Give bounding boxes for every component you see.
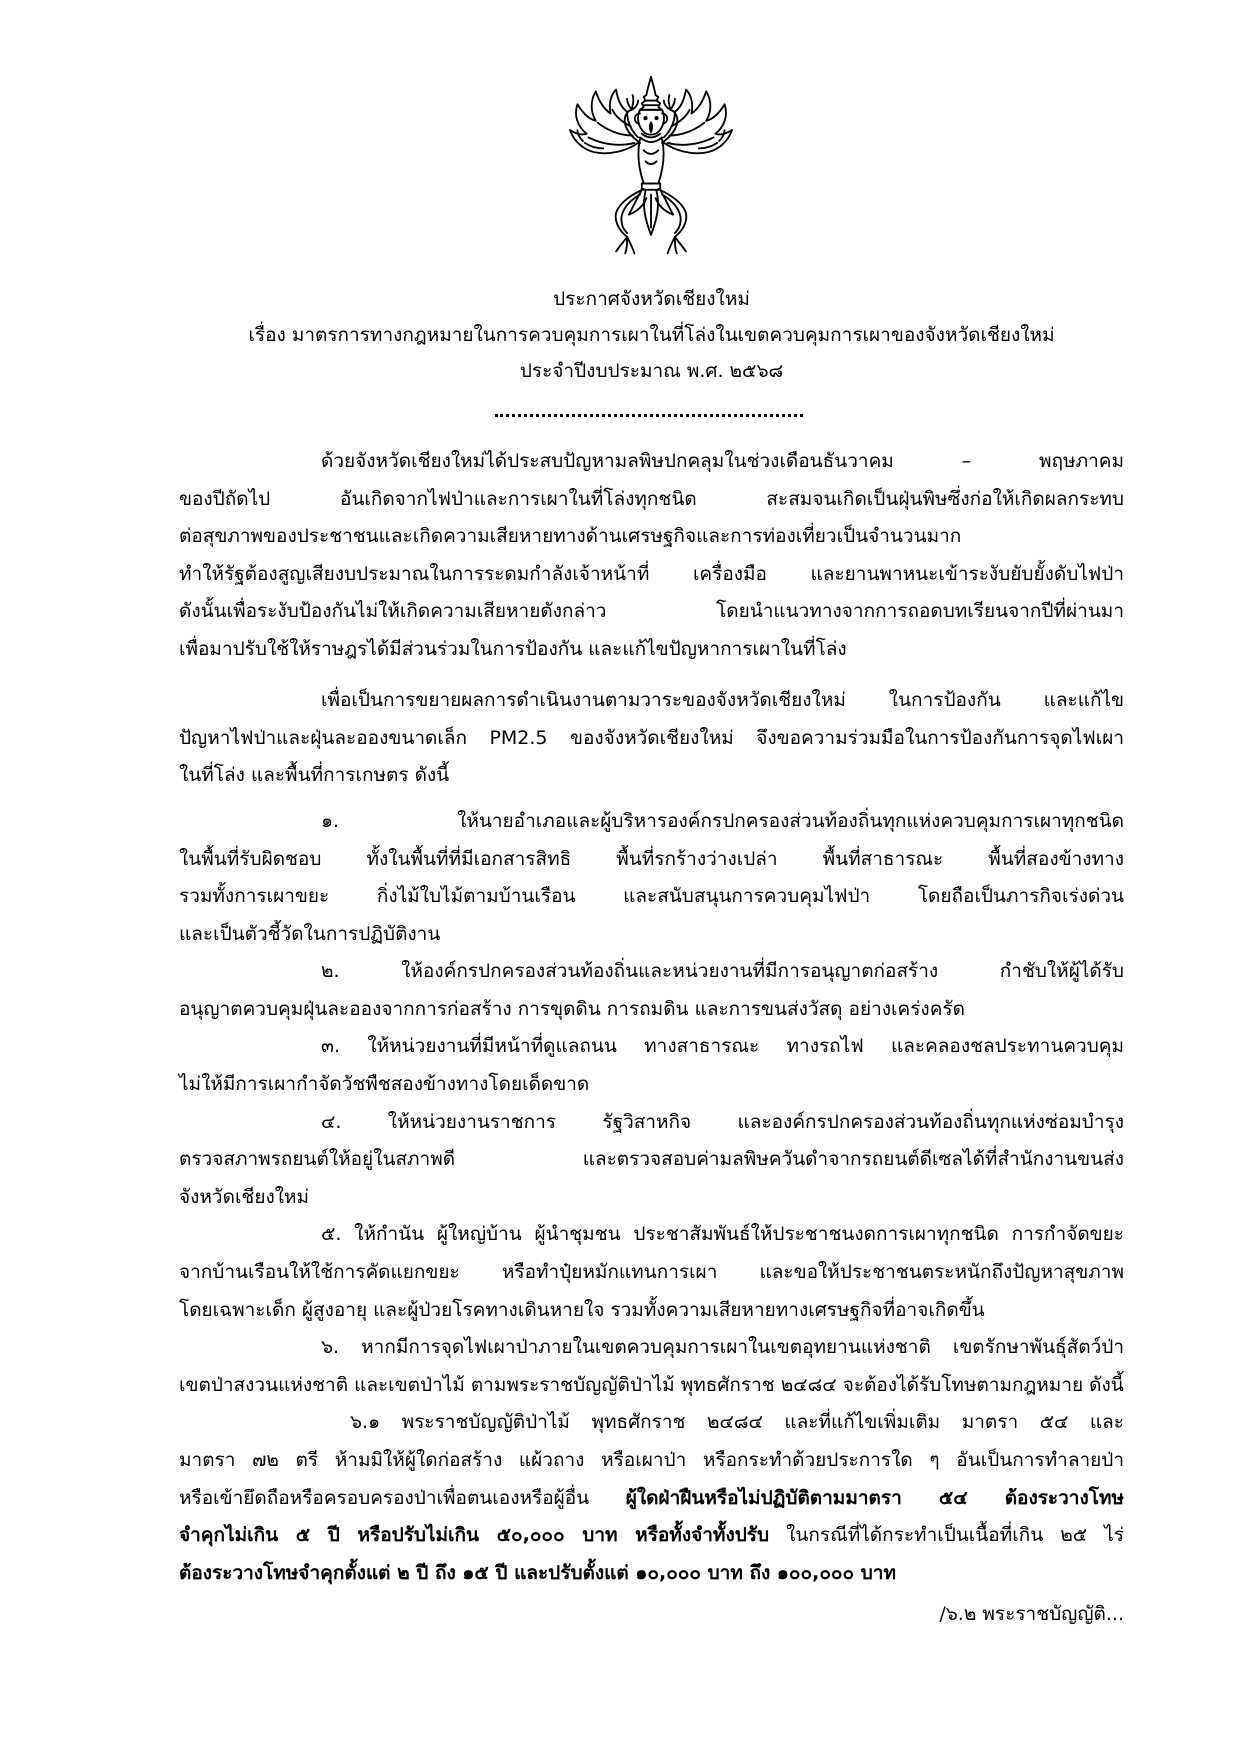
measure-item-5 [179, 1216, 1124, 1329]
penalty-line: มาตรา ๗๒ ตรี ห้ามมิให้ผู้ใดก่อสร้าง แผ้วถาง หรือเผาป่า หรือกระทำด้วยประการใด ๆ อันเป็นการทำลายป่า [179, 1449, 1124, 1472]
measure-item-2 [179, 953, 1124, 1028]
measure-item-3 [179, 1028, 1124, 1103]
penalty-line: ๖.๑ พระราชบัญญัติป่าไม้ พุทธศักราช ๒๔๘๔ และที่แก้ไขเพิ่มเติม มาตรา ๕๔ และ [350, 1411, 1124, 1434]
measure-line: ๔. ให้หน่วยงานราชการ รัฐวิสาหกิจ และองค์กรปกครองส่วนท้องถิ่นทุกแห่งซ่อมบำรุง [321, 1110, 1124, 1133]
measure-line: ๓. ให้หน่วยงานที่มีหน้าที่ดูแลถนน ทางสาธารณะ ทางรถไฟ และคลองชลประทานควบคุม [321, 1035, 1124, 1058]
measure-line: เขตป่าสงวนแห่งชาติ และเขตป่าไม้ ตามพระราชบัญญัติป่าไม้ พุทธศักราช ๒๔๘๔ จะต้องได้รับโทษตามกฎหมาย ดังนี้ [179, 1373, 1124, 1396]
measure-line: อนุญาตควบคุมฝุ่นละอองจากการก่อสร้าง การขุดดิน การถมดิน และการขนส่งวัสดุ อย่างเคร่งครัด [179, 997, 965, 1020]
intro-line: ดังนั้นเพื่อระงับป้องกันไม่ให้เกิดความเสียหายดังกล่าว โดยนำแนวทางจากการถอดบทเรียนจากปีที่ผ่านมา [179, 600, 1124, 623]
measure-item-4 [179, 1104, 1124, 1217]
measure-line: และเป็นตัวชี้วัดในการปฏิบัติงาน [179, 922, 441, 945]
intro-line: ของปีถัดไป อันเกิดจากไฟป่าและการเผาในที่โล่งทุกชนิด สะสมจนเกิดเป็นฝุ่นพิษซึ่งก่อให้เกิดผลกระทบ [179, 487, 1124, 510]
measure-item-6 [179, 1329, 1124, 1404]
measure-line: จังหวัดเชียงใหม่ [179, 1185, 310, 1208]
measure-line: ตรวจสภาพรถยนต์ให้อยู่ในสภาพดี และตรวจสอบค่ามลพิษควันดำจากรถยนต์ดีเซลได้ที่สำนักงานขนส่ง [179, 1148, 1124, 1171]
intro-paragraph [179, 443, 1124, 669]
garuda-emblem-icon [559, 73, 743, 257]
intro-line: ด้วยจังหวัดเชียงใหม่ได้ประสบปัญหามลพิษปกคลุมในช่วงเดือนธันวาคม – พฤษภาคม [321, 450, 1124, 472]
continuation-marker: /๖.๒ พระราชบัญญัติ... [939, 1603, 1124, 1626]
penalty-bold-text: ผู้ใดฝ่าฝืนหรือไม่ปฏิบัติตามมาตรา ๕๔ ต้องระวางโทษ [625, 1486, 1124, 1509]
measure-line: ๒. ให้องค์กรปกครองส่วนท้องถิ่นและหน่วยงานที่มีการอนุญาตก่อสร้าง กำชับให้ผู้ได้รับ [321, 960, 1124, 983]
measure-line: โดยเฉพาะเด็ก ผู้สูงอายุ และผู้ป่วยโรคทางเดินหายใจ รวมทั้งความเสียหายทางเศรษฐกิจที่อาจเกิดขึ้น [179, 1298, 985, 1321]
penalty-text: ในกรณีที่ได้กระทำเป็นเนื้อที่เกิน ๒๕ ไร่ [769, 1524, 1124, 1547]
purpose-line: เพื่อเป็นการขยายผลการดำเนินงานตามวาระของจังหวัดเชียงใหม่ ในการป้องกัน และแก้ไข [321, 688, 1124, 711]
announcement-body [179, 443, 1124, 1634]
measure-line: ในพื้นที่รับผิดชอบ ทั้งในพื้นที่ที่มีเอกสารสิทธิ พื้นที่รกร้างว่างเปล่า พื้นที่สาธารณะ พื้นที่สองข้างทาง [179, 847, 1124, 870]
penalty-bold-text: จำคุกไม่เกิน ๕ ปี หรือปรับไม่เกิน ๕๐,๐๐๐ บาท หรือทั้งจำทั้งปรับ [179, 1524, 770, 1547]
measure-item-6-1 [179, 1404, 1124, 1592]
penalty-line [179, 1517, 1124, 1555]
penalty-text: หรือเข้ายึดถือหรือครอบครองป่าเพื่อตนเองหรือผู้อื่น [179, 1486, 626, 1509]
measure-line: ๕. ให้กำนัน ผู้ใหญ่บ้าน ผู้นำชุมชน ประชาสัมพันธ์ให้ประชาชนงดการเผาทุกชนิด การกำจัดขยะ [321, 1223, 1124, 1246]
fiscal-year-line: ประจำปีงบประมาณ พ.ศ. ๒๕๖๘ [519, 360, 784, 382]
intro-line: ต่อสุขภาพของประชาชนและเกิดความเสียหายทางด้านเศรษฐกิจและการท่องเที่ยวเป็นจำนวนมาก [179, 525, 962, 548]
intro-line: เพื่อมาปรับใช้ให้ราษฎรได้มีส่วนร่วมในการป้องกัน และแก้ไขปัญหาการเผาในที่โล่ง [179, 637, 847, 660]
penalty-line: ต้องระวางโทษจำคุกตั้งแต่ ๒ ปี ถึง ๑๕ ปี และปรับตั้งแต่ ๑๐,๐๐๐ บาท ถึง ๑๐๐,๐๐๐ บาท [179, 1561, 896, 1584]
measure-line: ๑. ให้นายอำเภอและผู้บริหารองค์กรปกครองส่วนท้องถิ่นทุกแห่งควบคุมการเผาทุกชนิด [321, 809, 1124, 832]
purpose-line: ในที่โล่ง และพื้นที่การเกษตร ดังนี้ [179, 764, 450, 787]
measure-line: รวมทั้งการเผาขยะ กิ่งไม้ใบไม้ตามบ้านเรือน และสนับสนุนการควบคุมไฟป่า โดยถือเป็นภารกิจเร่งด่วน [179, 885, 1124, 908]
purpose-line: ปัญหาไฟป่าและฝุ่นละอองขนาดเล็ก PM2.5 ของจังหวัดเชียงใหม่ จึงขอความร่วมมือในการป้องกันการจุดไฟเผา [179, 726, 1124, 749]
announcement-header [179, 281, 1124, 389]
measure-line: ไม่ให้มีการเผากำจัดวัชพืชสองข้างทางโดยเด็ดขาด [179, 1073, 590, 1096]
penalty-line [179, 1480, 1124, 1518]
intro-line: ทำให้รัฐต้องสูญเสียงบประมาณในการระดมกำลังเจ้าหน้าที่ เครื่องมือ และยานพาหนะเข้าระงับยับยั้งดับไฟป่า [179, 562, 1124, 585]
title-separator [495, 414, 803, 417]
announcement-subject: เรื่อง มาตรการทางกฎหมายในการควบคุมการเผาในที่โล่งในเขตควบคุมการเผาของจังหวัดเชียงใหม่ [248, 324, 1055, 346]
purpose-paragraph [179, 682, 1124, 795]
measure-line: จากบ้านเรือนให้ใช้การคัดแยกขยะ หรือทำปุ๋ยหมักแทนการเผา และขอให้ประชาชนตระหนักถึงปัญหาสุขภาพ [179, 1261, 1124, 1284]
announcement-title: ประกาศจังหวัดเชียงใหม่ [553, 288, 750, 310]
measure-line: ๖. หากมีการจุดไฟเผาป่าภายในเขตควบคุมการเผาในเขตอุทยานแห่งชาติ เขตรักษาพันธุ์สัตว์ป่า [321, 1336, 1124, 1359]
measure-item-1 [179, 803, 1124, 953]
